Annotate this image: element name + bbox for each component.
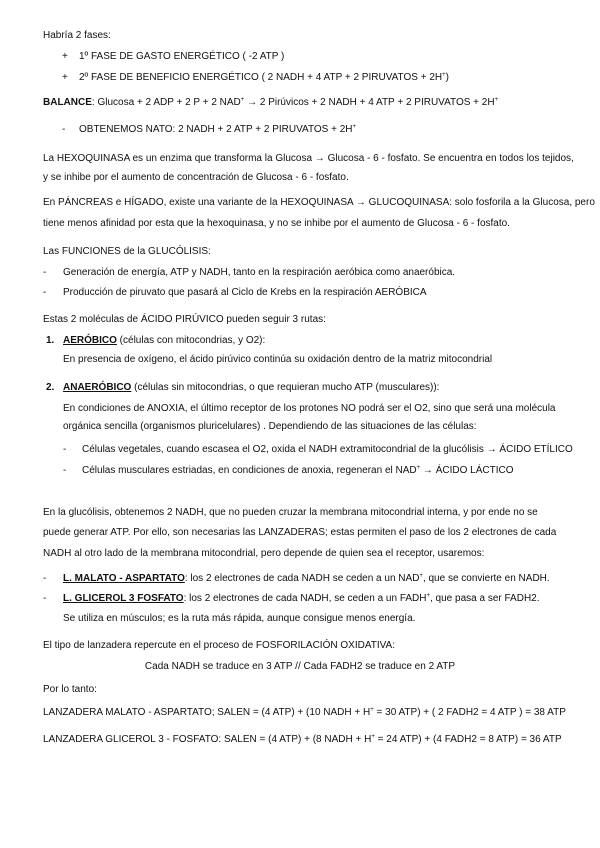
cell-case-1-text: Células vegetales, cuando escasea el O2, oxida el NADH extramitocondrial de la glucólisis → ÁCIDO ETÍLICO [82, 444, 573, 455]
route-2-description-1: En condiciones de ANOXIA, el último receptor de los protones NO podrá ser el O2, sino que será una molécula [63, 403, 556, 414]
net-result: OBTENEMOS NATO: 2 NADH + 2 ATP + 2 PIRUVATOS + 2H+ [79, 124, 357, 135]
phase-1-bullet: + [62, 51, 68, 62]
function-2-bullet: - [43, 287, 47, 298]
cell-case-2-text: Células musculares estriadas, en condiciones de anoxia, regeneran el NAD+ → ÁCIDO LÁCTICO [82, 465, 514, 476]
glicerol-shuttle-text: L. GLICEROL 3 FOSFATO: los 2 electrones de cada NADH, se ceden a un FADH+, que pasa a ser FADH2. [63, 593, 540, 604]
shuttle-line-3: NADH al otro lado de la membrana mitocondrial, pero depende de quien sea el receptor, usaremos: [43, 548, 485, 559]
calc-malato: LANZADERA MALATO - ASPARTATO; SALEN = (4 ATP) + (10 NADH + H+ = 30 ATP) + ( 2 FADH2 = 4 ATP ) = 38 ATP [43, 707, 566, 718]
route-1-description: En presencia de oxígeno, el ácido pirúvico continúa su oxidación dentro de la matriz mitocondrial [63, 354, 493, 365]
hexoquinasa-line-2: y se inhibe por el aumento de concentración de Glucosa - 6 - fosfato. [43, 172, 349, 183]
balance-line: BALANCE: Glucosa + 2 ADP + 2 P + 2 NAD+ → 2 Pirúvicos + 2 NADH + 4 ATP + 2 PIRUVATOS + 2H+ [43, 97, 499, 108]
net-bullet: - [62, 124, 66, 135]
route-2-number: 2. [46, 382, 55, 393]
shuttle-line-1: En la glucólisis, obtenemos 2 NADH, que no pueden cruzar la membrana mitocondrial interna, y por ende no se [43, 507, 538, 518]
glucoquinasa-line-1: En PÁNCREAS e HÍGADO, existe una variante de la HEXOQUINASA → GLUCOQUINASA: solo fosforila a la Glucosa, pero [43, 197, 595, 208]
route-2-description-2: orgánica sencilla (organismos pluricelulares) . Dependiendo de las situaciones de las células: [63, 421, 477, 432]
route-1-number: 1. [46, 335, 55, 346]
calc-glicerol: LANZADERA GLICEROL 3 - FOSFATO: SALEN = (4 ATP) + (8 NADH + H+ = 24 ATP) + (4 FADH2 = 8 ATP) = 36 ATP [43, 734, 562, 745]
shuttle-line-2: puede generar ATP. Por ello, son necesarias las LANZADERAS; estas permiten el paso de los 2 electrones de cada [43, 527, 557, 538]
hexoquinasa-line-1: La HEXOQUINASA es un enzima que transforma la Glucosa → Glucosa - 6 - fosfato. Se encuentra en todos los tejidos, [43, 153, 574, 164]
phase-2-text: 2º FASE DE BENEFICIO ENERGÉTICO ( 2 NADH + 4 ATP + 2 PIRUVATOS + 2H+) [79, 72, 449, 83]
function-1-bullet: - [43, 267, 47, 278]
route-2-heading: ANAERÓBICO (células sin mitocondrias, o que requieran mucho ATP (musculares)): [63, 382, 440, 393]
routes-title: Estas 2 moléculas de ÁCIDO PIRÚVICO pueden seguir 3 rutas: [43, 314, 326, 325]
cell-case-1-bullet: - [63, 444, 67, 455]
phase-2-bullet: + [62, 72, 68, 83]
glicerol-note: Se utiliza en músculos; es la ruta más rápida, aunque consigue menos energía. [63, 613, 416, 624]
atp-equivalence: Cada NADH se traduce en 3 ATP // Cada FADH2 se traduce en 2 ATP [144, 661, 456, 672]
glicerol-bullet: - [43, 593, 47, 604]
therefore-label: Por lo tanto: [43, 684, 97, 695]
malato-shuttle-text: L. MALATO - ASPARTATO: los 2 electrones de cada NADH se ceden a un NAD+, que se convierte en NADH. [63, 573, 550, 584]
glucoquinasa-line-2: tiene menos afinidad por esta que la hexoquinasa, y no se inhibe por el aumento de Glucosa - 6 - fosfato. [43, 218, 510, 229]
malato-bullet: - [43, 573, 47, 584]
cell-case-2-bullet: - [63, 465, 67, 476]
phase-1-text: 1º FASE DE GASTO ENERGÉTICO ( -2 ATP ) [79, 51, 285, 62]
oxphos-line: El tipo de lanzadera repercute en el proceso de FOSFORILACIÓN OXIDATIVA: [43, 640, 396, 651]
route-1-heading: AERÓBICO (células con mitocondrias, y O2): [63, 335, 266, 346]
phases-intro: Habría 2 fases: [43, 30, 111, 41]
function-2-text: Producción de piruvato que pasará al Ciclo de Krebs en la respiración AERÓBICA [63, 287, 427, 298]
function-1-text: Generación de energía, ATP y NADH, tanto en la respiración aeróbica como anaeróbica. [63, 267, 456, 278]
functions-title: Las FUNCIONES de la GLUCÓLISIS: [43, 246, 211, 257]
